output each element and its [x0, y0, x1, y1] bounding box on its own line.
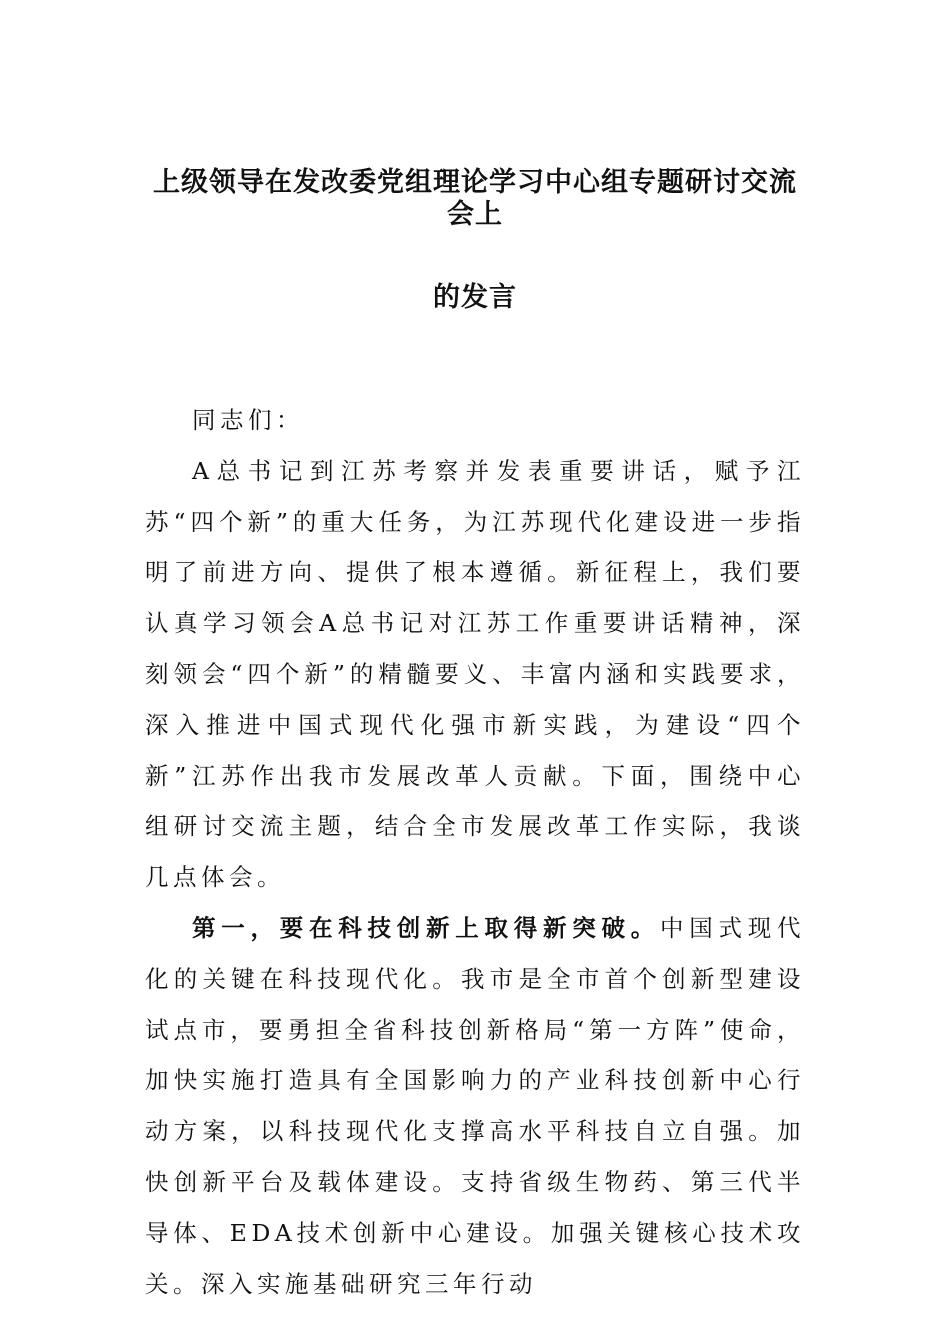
document-title-line2: 的发言 [433, 282, 517, 313]
document-title-line1: 上级领导在发改委党组理论学习中心组专题研讨交流会上 [153, 167, 797, 230]
paragraph-first-point [145, 903, 805, 1309]
paragraph-first-point-lead: 第一，要在科技创新上取得新突破。 [192, 913, 660, 942]
paragraph-first-point-body: 中国式现代化的关键在科技现代化。我市是全市首个创新型建设试点市，要勇担全省科技创新格局“第一方阵”使命，加快实施打造具有全国影响力的产业科技创新中心行动方案，以科技现代化支撑高水平科技自立自强。加快创新平台及载体建设。支持省级生物药、第三代半导体、EDA技术创新中心建设。加强关键核心技术攻关。深入实施基础研究三年行动 [145, 913, 805, 1298]
document-body [145, 395, 805, 1309]
paragraph-intro: A总书记到江苏考察并发表重要讲话，赋予江苏“四个新”的重大任务，为江苏现代化建设进一步指明了前进方向、提供了根本遵循。新征程上，我们要认真学习领会A总书记对江苏工作重要讲话精神，深刻领会“四个新”的精髓要义、丰富内涵和实践要求，深入推进中国式现代化强市新实践，为建设“四个新”江苏作出我市发展改革人贡献。下面，围绕中心组研讨交流主题，结合全市发展改革工作实际，我谈几点体会。 [145, 456, 805, 892]
salutation: 同志们： [192, 406, 304, 434]
